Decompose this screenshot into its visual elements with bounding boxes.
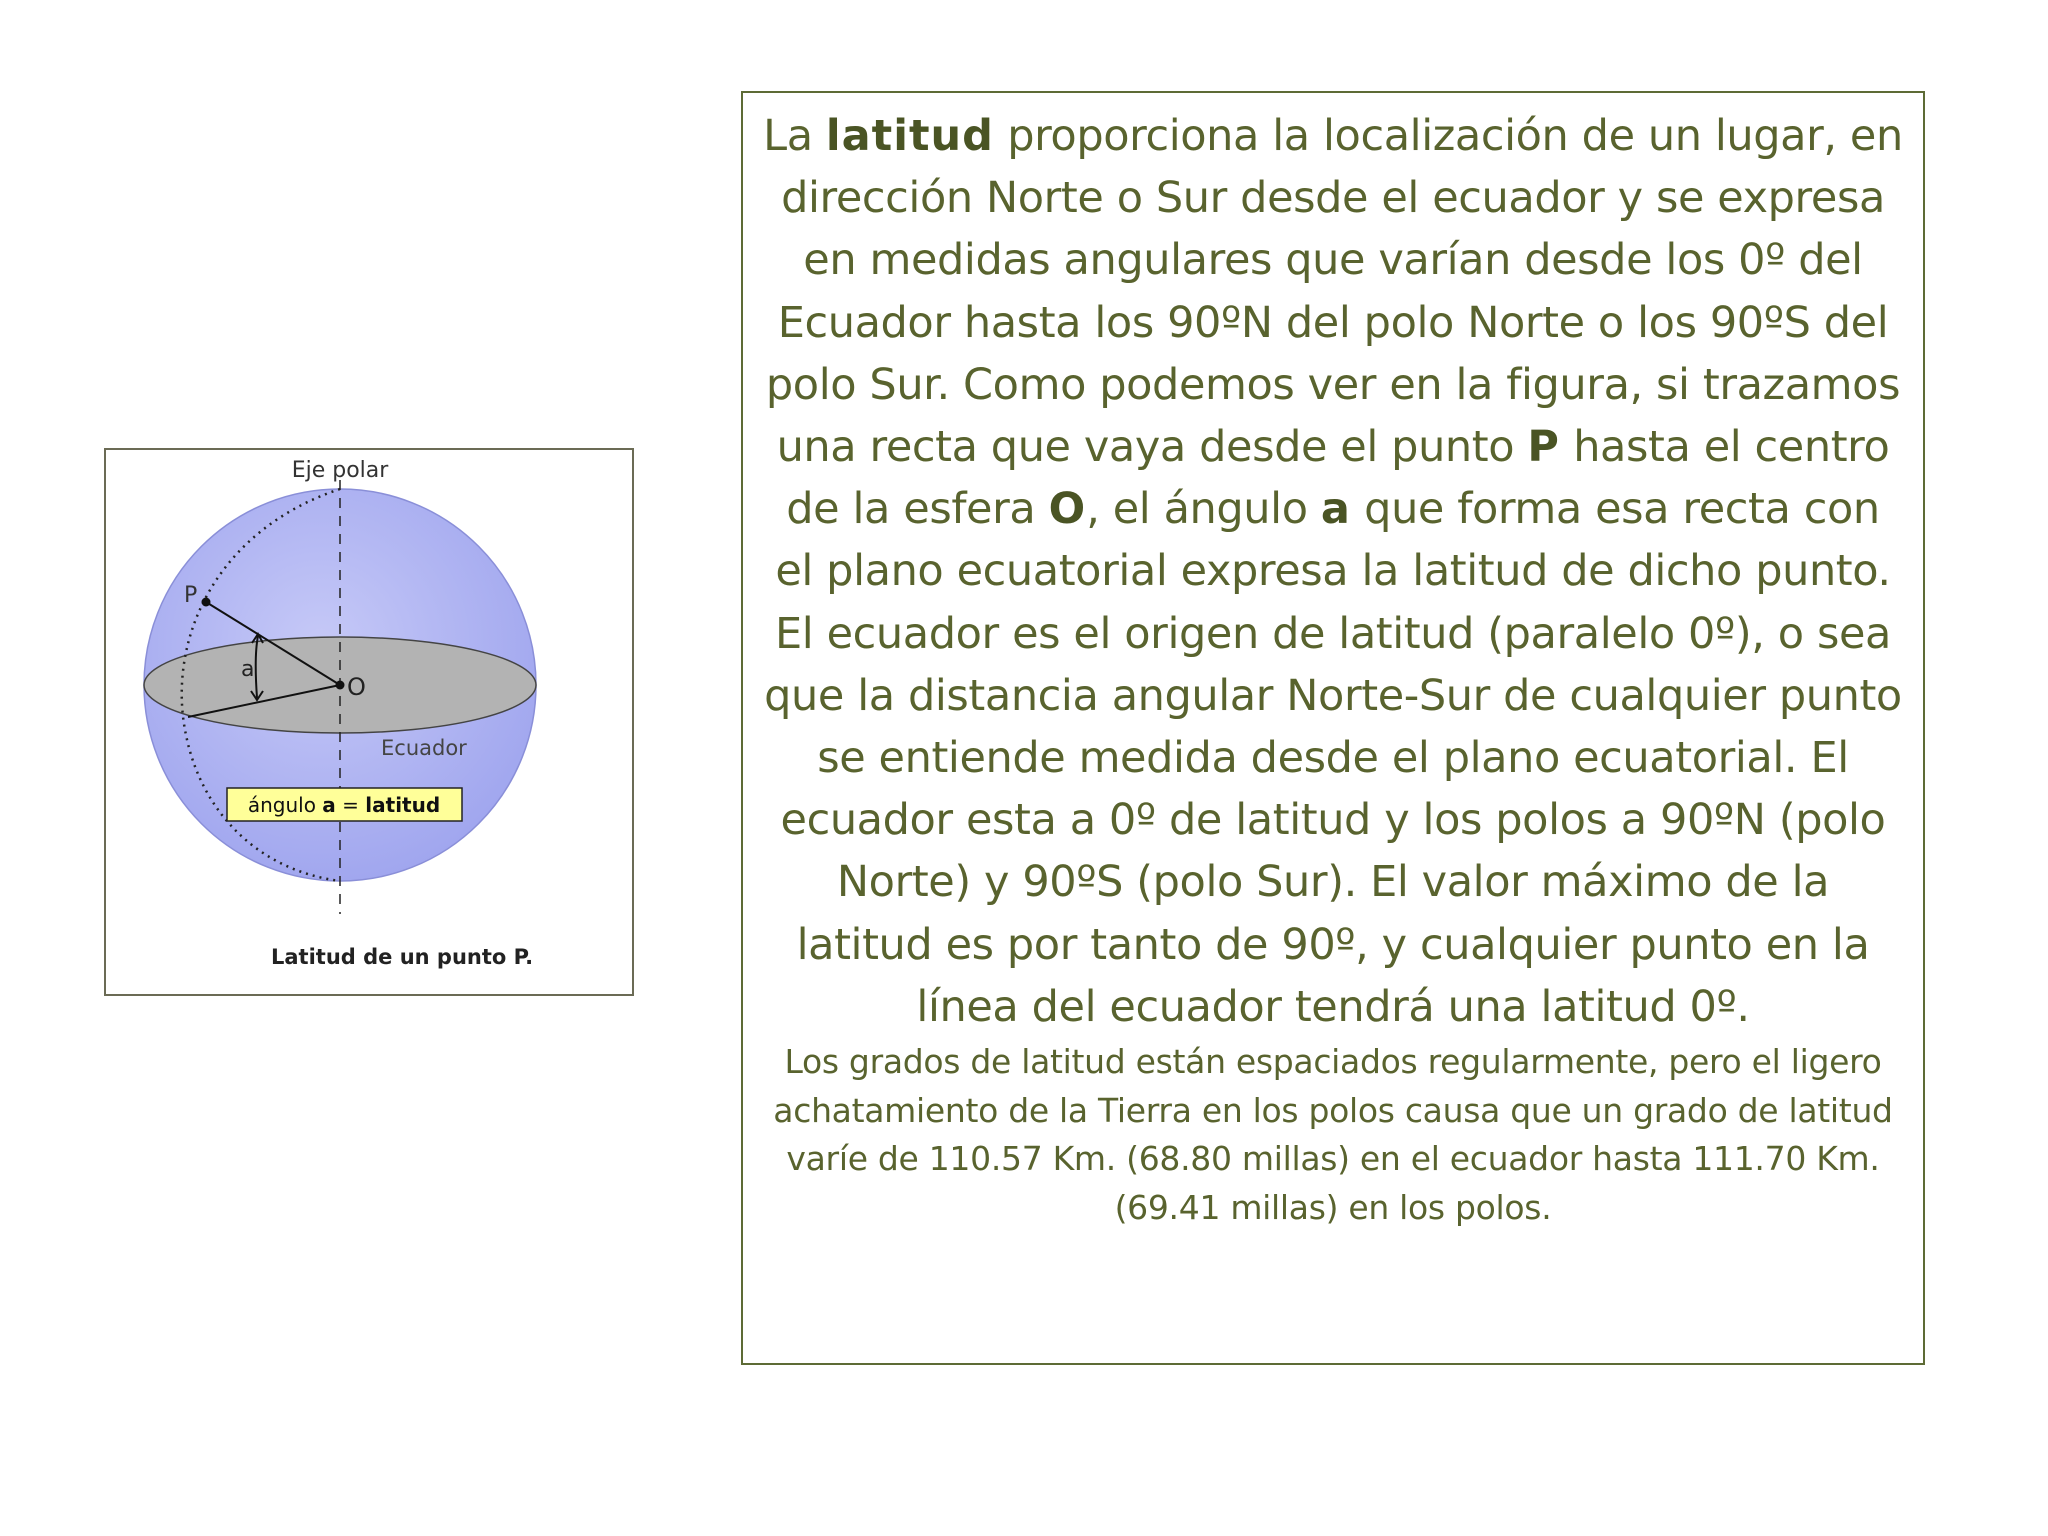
point-p-label: P <box>184 583 198 608</box>
figure-caption: Latitud de un punto P. <box>271 945 534 969</box>
legend-text <box>248 793 440 817</box>
point-p-dot <box>202 598 211 607</box>
p1-part-d: , el ángulo <box>1086 484 1321 535</box>
angle-a-label: a <box>241 657 255 682</box>
paragraph-equator-origin: El ecuador es el origen de latitud (paralelo 0º), o sea que la distancia angular Norte-Sur de cualquier punto se entiende medida desde el plano ecuatorial. El ecuador esta a 0º de latitud y los polos a 90ºN (polo Norte) y 90ºS (polo Sur). El valor máximo de la latitud es por tanto de 90º, y cualquier punto en la línea del ecuador tendrá una latitud 0º. <box>764 608 1902 1032</box>
keyword-latitud: latitud <box>825 111 994 161</box>
keyword-a: a <box>1320 484 1351 535</box>
latitude-figure <box>104 448 634 996</box>
axis-label: Eje polar <box>291 458 389 483</box>
equator-label: Ecuador <box>381 736 467 760</box>
explanation-text-box <box>741 91 1925 1365</box>
legend-prefix: ángulo <box>247 793 316 817</box>
p1-part-e: que forma esa recta con el plano ecuatorial expresa la latitud de dicho punto. <box>775 484 1891 597</box>
keyword-o: O <box>1048 484 1087 535</box>
point-o-dot <box>336 681 345 690</box>
paragraph-definition <box>763 105 1903 603</box>
sphere-diagram <box>106 450 632 994</box>
p1-part-c: hasta el centro de la esfera <box>786 422 1890 535</box>
paragraph-degree-spacing: Los grados de latitud están espaciados regularmente, pero el ligero achatamiento de la Tierra en los polos causa que un grado de latitud varíe de 110.57 Km. (68.80 millas) en el ecuador hasta 111.70 Km. (69.41 millas) en los polos. <box>773 1042 1893 1227</box>
point-o-label: O <box>347 673 366 701</box>
p1-part-b: proporciona la localización de un lugar, en dirección Norte o Sur desde el ecuador y se expresa en medidas angulares que varían desde los 0º del Ecuador hasta los 90ºN del polo Norte o los 90ºS del polo Sur. Como podemos ver en la figura, si trazamos una recta que vaya desde el punto <box>765 111 1903 473</box>
p1-part-a: La <box>763 111 826 161</box>
legend-a: a <box>322 793 336 817</box>
legend-equals: = <box>342 793 359 817</box>
keyword-p: P <box>1527 422 1560 473</box>
legend-latitud: latitud <box>365 793 441 817</box>
